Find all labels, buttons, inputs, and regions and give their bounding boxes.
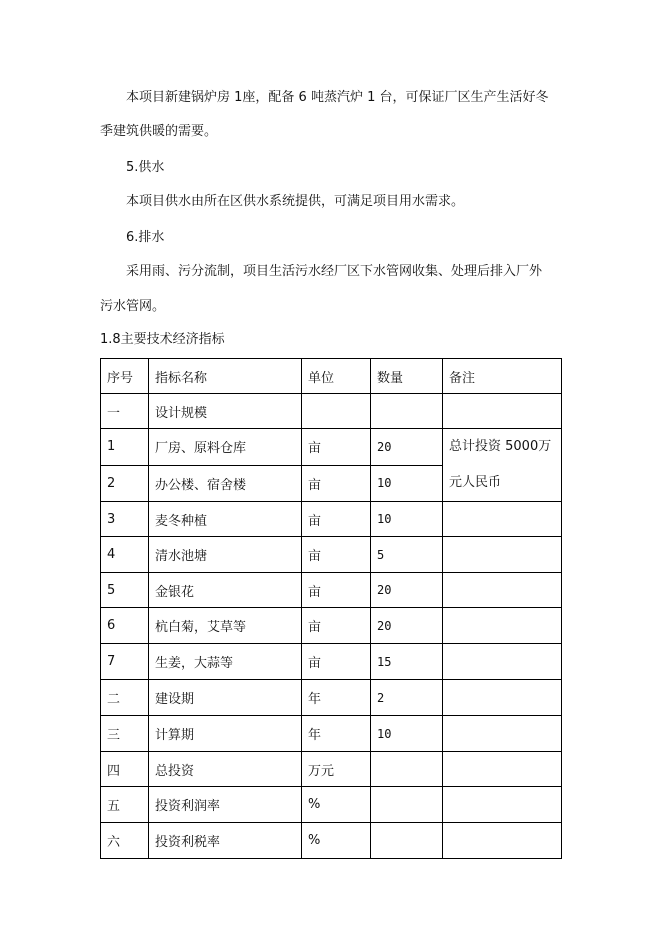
cell-index: 5 [101,573,149,608]
cell-index: 三 [101,716,149,752]
header-cell: 备注 [443,359,562,394]
cell-qty [371,823,443,859]
cell-qty [371,752,443,787]
cell-note [443,537,562,573]
paragraph-boiler-line2: 季建筑供暖的需要。 [100,124,218,139]
cell-name: 金银花 [149,573,302,608]
cell-name: 杭白菊，艾草等 [149,608,302,644]
cell-qty: 5 [371,537,443,573]
table-row [101,394,562,429]
cell-index: 4 [101,537,149,573]
metrics-table [100,358,562,859]
cell-qty: 10 [371,502,443,537]
table-row [101,787,562,823]
table-row [101,608,562,644]
cell-unit: 亩 [302,573,371,608]
cell-qty: 20 [371,573,443,608]
cell-qty [371,394,443,429]
cell-unit: 年 [302,716,371,752]
table-row [101,573,562,608]
cell-index: 6 [101,608,149,644]
cell-name: 麦冬种植 [149,502,302,537]
paragraph-boiler-line1: 本项目新建锅炉房 1座，配备 6 吨蒸汽炉 1 台，可保证厂区生产生活好冬 [126,90,549,105]
cell-unit: 亩 [302,537,371,573]
table-row [101,752,562,787]
heading-water-supply: 5.供水 [126,160,165,175]
cell-name: 厂房、原料仓库 [149,429,302,466]
cell-qty: 2 [371,680,443,716]
cell-unit: 亩 [302,502,371,537]
cell-index: 五 [101,787,149,823]
cell-unit: % [302,787,371,823]
cell-index: 2 [101,465,149,502]
table-row [101,537,562,573]
cell-note [443,502,562,537]
paragraph-water-supply: 本项目供水由所在区供水系统提供，可满足项目用水需求。 [126,194,465,209]
cell-note [443,608,562,644]
table-row [101,716,562,752]
table-header-row [101,359,562,394]
cell-note [443,573,562,608]
header-cell: 序号 [101,359,149,394]
header-cell: 单位 [302,359,371,394]
cell-note [443,752,562,787]
cell-note [443,716,562,752]
cell-unit: 亩 [302,644,371,680]
cell-name: 清水池塘 [149,537,302,573]
cell-name: 总投资 [149,752,302,787]
cell-name: 计算期 [149,716,302,752]
cell-note [443,787,562,823]
cell-name: 设计规模 [149,394,302,429]
cell-unit: % [302,823,371,859]
cell-index: 1 [101,429,149,466]
table-row [101,429,562,466]
cell-note [443,394,562,429]
cell-index: 一 [101,394,149,429]
header-cell: 数量 [371,359,443,394]
cell-index: 四 [101,752,149,787]
cell-index: 7 [101,644,149,680]
cell-name: 投资利税率 [149,823,302,859]
cell-index: 二 [101,680,149,716]
cell-unit: 亩 [302,608,371,644]
cell-qty: 20 [371,429,443,466]
header-cell: 指标名称 [149,359,302,394]
cell-unit [302,394,371,429]
cell-name: 办公楼、宿舍楼 [149,465,302,502]
cell-note [443,823,562,859]
paragraph-drainage-line2: 污水管网。 [100,299,166,314]
cell-index: 3 [101,502,149,537]
paragraph-drainage-line1: 采用雨、污分流制，项目生活污水经厂区下水管网收集、处理后排入厂外 [126,264,543,279]
table-row [101,502,562,537]
cell-name: 投资利润率 [149,787,302,823]
cell-name: 生姜，大蒜等 [149,644,302,680]
table-row [101,680,562,716]
cell-note-investment: 总计投资 5000万元人民币 [443,429,562,502]
cell-qty: 20 [371,608,443,644]
cell-qty: 10 [371,716,443,752]
cell-name: 建设期 [149,680,302,716]
cell-unit: 年 [302,680,371,716]
cell-unit: 万元 [302,752,371,787]
table-row [101,644,562,680]
cell-qty: 10 [371,465,443,502]
cell-qty: 15 [371,644,443,680]
cell-index: 六 [101,823,149,859]
table-row [101,823,562,859]
cell-qty [371,787,443,823]
section-title: 1.8主要技术经济指标 [100,332,225,347]
cell-note [443,680,562,716]
cell-unit: 亩 [302,465,371,502]
cell-unit: 亩 [302,429,371,466]
cell-note [443,644,562,680]
heading-drainage: 6.排水 [126,230,165,245]
